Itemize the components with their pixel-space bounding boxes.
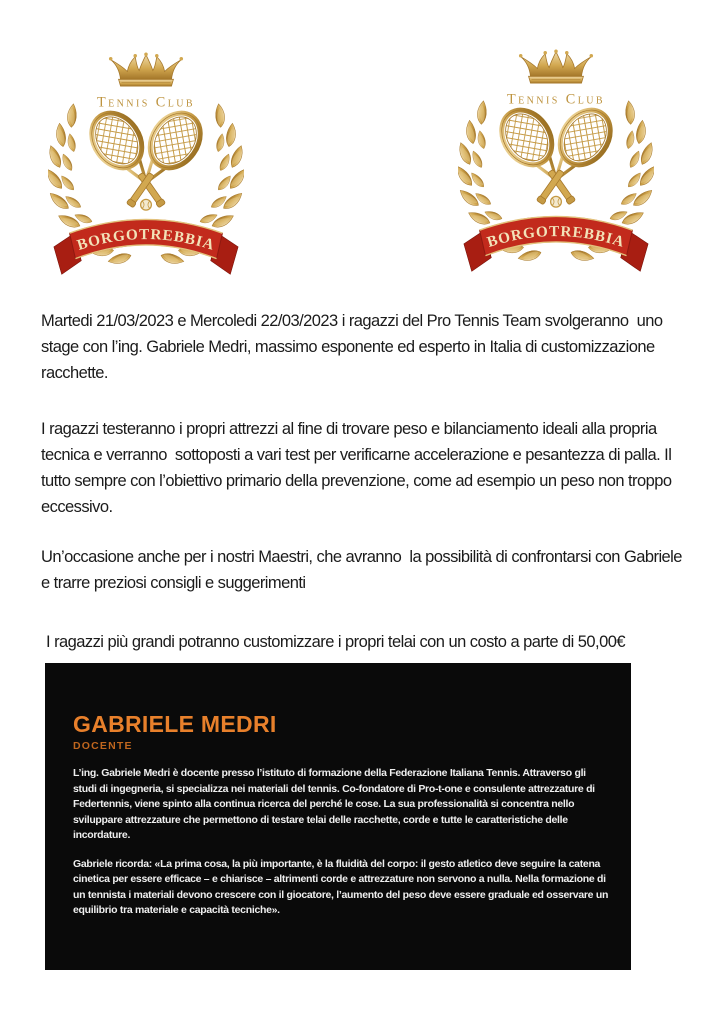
tennis-club-logo-left xyxy=(48,52,244,284)
tennis-club-logo-right xyxy=(458,48,654,282)
paragraph-maestri: Un’occasione anche per i nostri Maestri, che avranno la possibilità di confrontarsi con Gabriele e trarre preziosi consigli e suggerimenti xyxy=(41,548,691,592)
gabriele-medri-card xyxy=(45,663,631,970)
card-title: GABRIELE MEDRI xyxy=(73,711,277,737)
paragraph-test-description: I ragazzi testeranno i propri attrezzi al fine di trovare peso e bilanciamento ideali alla propria tecnica e verranno sottoposti a vari test per verificarne accelerazione e pesantezza di palla. Il tutto sempre con l’obiettivo primario della prevenzione, come ad esempio un peso non troppo eccessivo. xyxy=(41,420,676,516)
card-quote: Gabriele ricorda: «La prima cosa, la più importante, è la fluidità del corpo: il gesto atletico deve seguire la catena cinetica per essere efficace – e chiarisce – altrimenti corde e attrezzature non servono a nulla. Nella formazione di un tennista i materiali devono crescere con il giocatore, l’aumento del peso deve essere graduale ed osservare un equilibrio tra materiale e capacità tecniche». xyxy=(73,857,611,916)
card-bio: L’ing. Gabriele Medri è docente presso l’istituto di formazione della Federazione Italiana Tennis. Attraverso gli studi di ingegneria, si specializza nei materiali del tennis. Co-fondatore di Pro-t-one e consulente attrezzature di Federtennis, viene spinto alla continua ricerca del perché le cose. La sua professionalità si concentra nello sviluppare attrezzature che permettono di testare telai delle racchette, corde e tutte le caratteristiche delle incordature. xyxy=(73,767,598,841)
paragraph-customization-cost: I ragazzi più grandi potranno customizzare i propri telai con un costo a parte di 50,00€ xyxy=(46,633,625,651)
card-role-label: DOCENTE xyxy=(73,740,133,752)
paragraph-stage-dates: Martedi 21/03/2023 e Mercoledi 22/03/2023 i ragazzi del Pro Tennis Team svolgeranno uno stage con l’ing. Gabriele Medri, massimo esponente ed esperto in Italia di customizzazione racchette. xyxy=(41,312,667,382)
